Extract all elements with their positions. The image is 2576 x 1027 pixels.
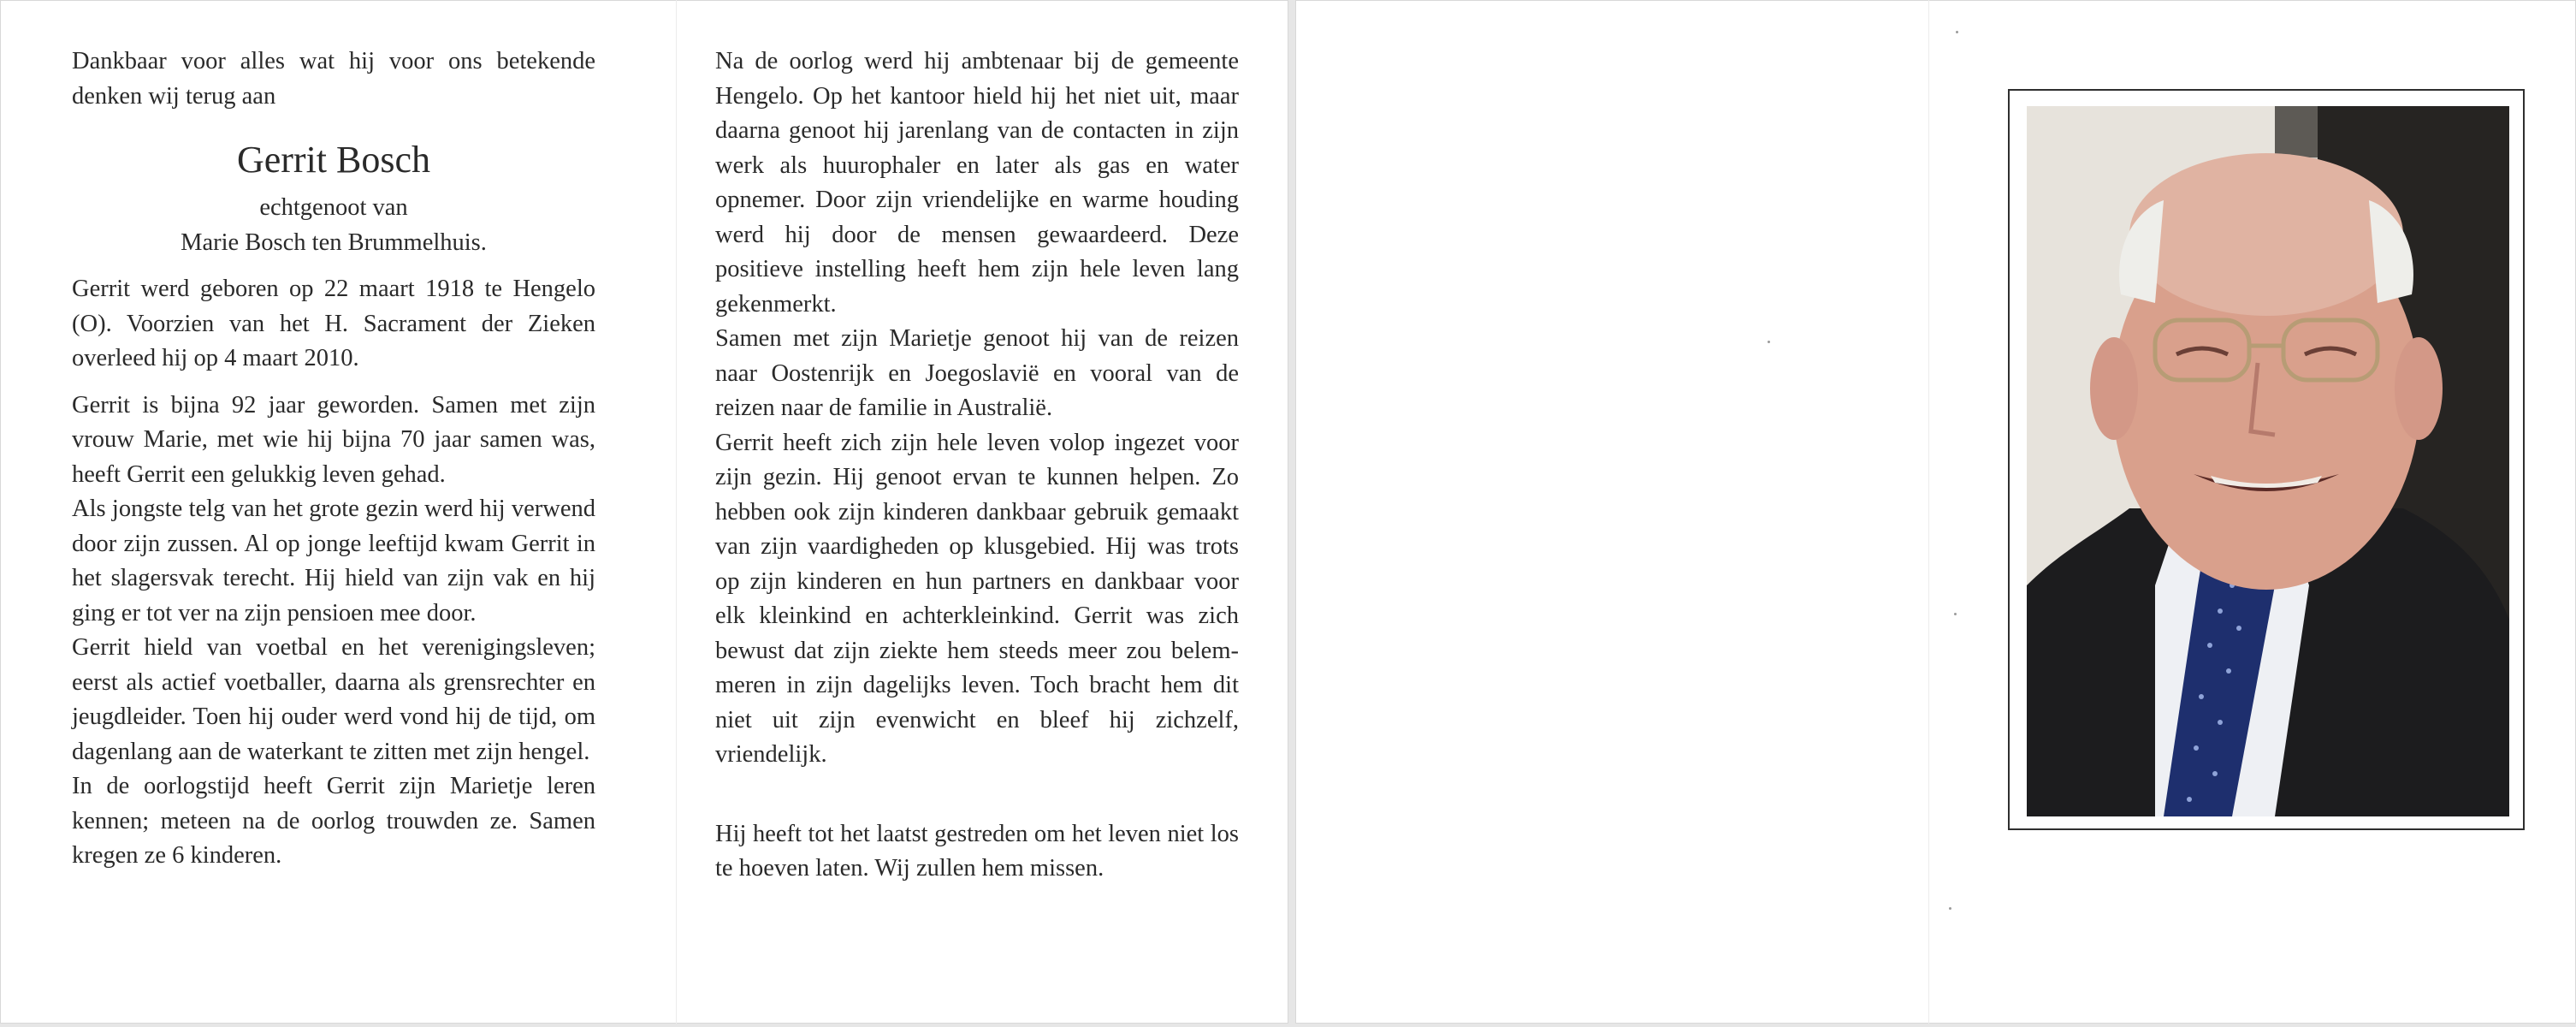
paragraph: In de oorlogstijd heeft Gerrit zijn Marietje leren kennen; meteen na de oorlog trouwden ze. Samen kregen ze 6 kinderen. — [72, 773, 595, 869]
spouse-name: Marie Bosch ten Brummelhuis. — [181, 229, 487, 256]
paper-speck — [1956, 31, 1958, 33]
birth-death-paragraph: Gerrit werd geboren op 22 maart 1918 te Hengelo (O). Voorzien van het H. Sacrament der Zieken overleed hij op 4 maart 2010. — [72, 276, 595, 371]
paper-speck — [1949, 907, 1951, 910]
card-inner-spread — [0, 0, 1288, 1024]
paragraph: Als jongste telg van het grote gezin werd hij verwend door zijn zussen. Al op jonge leeftijd kwam Gerrit in het slagersvak terecht. Hij hield van zijn vak en hij ging er tot ver na zijn pensioen mee door. — [72, 496, 595, 626]
portrait-photo — [2027, 106, 2509, 816]
portrait-illustration — [2027, 106, 2509, 816]
paragraph: Gerrit heeft zich zijn hele leven volop ingezet voor zijn gezin. Hij genoot ervan te kunnen helpen. Zo hebben ook zijn kinderen dankbaar gebruik gemaakt van zijn vaardigheden op klusgebied. Hij was trots op zijn kinderen en hun partners en dankbaar voor elk kleinkind en achterkleinkind. Gerrit was zich bewust dat zijn ziekte hem steeds meer zou belemmeren in zijn dagelijks leven. Toch bracht hem dit niet uit zijn evenwicht en bleef hij zichzelf, vriendelijk. — [715, 429, 1239, 768]
fold-line — [1928, 0, 1929, 1024]
paragraph: Samen met zijn Marietje genoot hij van de reizen naar Oostenrijk en Joegoslavië en vooral van de reizen naar de familie in Australië. — [715, 325, 1239, 421]
spouse-label: echtgenoot van — [259, 194, 408, 221]
paragraph: Na de oorlog werd hij ambtenaar bij de gemeente Hengelo. Op het kantoor hield hij het niet uit, maar daarna genoot hij jarenlang van de contacten in zijn werk als huurophaler en later als gas en water opnemer. Door zijn vriendelijke en warme houding werd hij door de mensen gewaardeerd. Deze positieve instelling heeft hem zijn hele leven lang gekenmerkt. — [715, 48, 1239, 318]
paragraph: Gerrit is bijna 92 jaar geworden. Samen met zijn vrouw Marie, met wie hij bijna 70 jaar samen was, heeft Gerrit een gelukkig leven gehad. — [72, 391, 595, 488]
paper-speck — [1768, 341, 1770, 343]
fold-line — [676, 0, 677, 1024]
intro-text: Dankbaar voor alles wat hij voor ons betekende denken wij terug aan — [72, 48, 595, 110]
portrait-frame — [2008, 89, 2525, 830]
paper-speck — [1954, 613, 1957, 615]
deceased-name: Gerrit Bosch — [236, 139, 431, 181]
paragraph: Gerrit hield van voetbal en het verenigingsleven; eerst als actief voetballer, daarna als grensrechter en jeugdleider. Toen hij ouder werd vond hij de tijd, om dagenlang aan de waterkant te zitten met zijn hengel. — [72, 634, 595, 765]
closing-paragraph: Hij heeft tot het laatst gestreden om het leven niet los te hoeven laten. Wij zullen hem missen. — [715, 820, 1239, 882]
text-column-right — [715, 45, 1239, 887]
text-column-left — [72, 45, 595, 874]
